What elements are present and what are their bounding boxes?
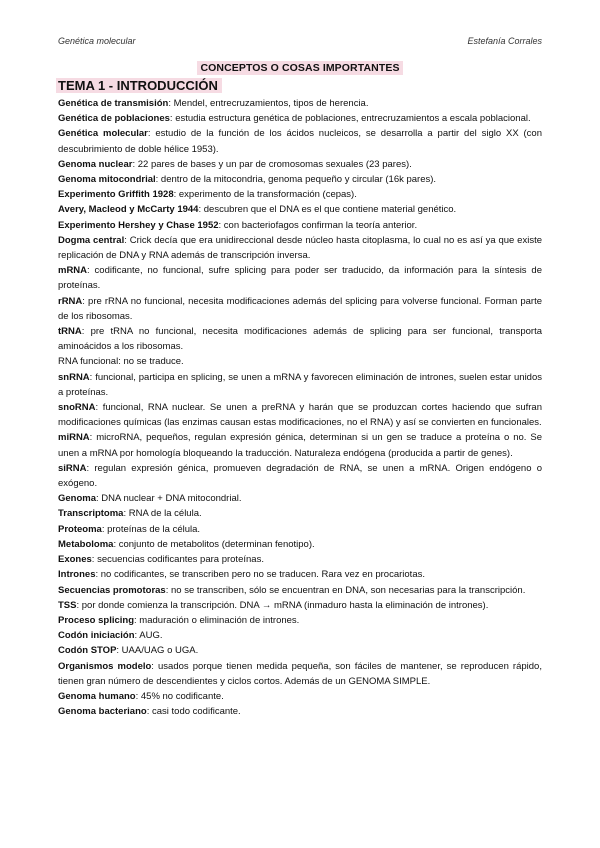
glossary-entry — [58, 233, 542, 263]
glossary-term: snRNA — [58, 371, 90, 383]
glossary-term: Genética de poblaciones — [58, 113, 170, 125]
glossary-term: Codón STOP — [58, 645, 117, 657]
glossary-term: siRNA — [58, 462, 87, 474]
glossary-definition: : funcional, RNA nuclear. Se unen a preRNA y harán que se produzcan cortes haciendo que sufran modificaciones químicas (las enzimas causan estas modificaciones, no el RNA) y así se convierten en funcionales. — [58, 402, 542, 429]
glossary-entry — [58, 324, 542, 354]
glossary-term: tRNA — [58, 326, 82, 338]
glossary-definition: : proteínas de la célula. — [101, 523, 201, 535]
glossary-term: TSS — [58, 599, 77, 611]
glossary-entry — [58, 430, 542, 460]
glossary-entry — [58, 294, 542, 324]
glossary-term: Genética molecular — [58, 128, 148, 140]
glossary-term: Organismos modelo — [58, 660, 152, 672]
glossary-entry — [58, 537, 542, 552]
glossary-definition: : estudio de la función de los ácidos nucleicos, se desarrolla a partir del siglo XX (con descubrimiento de doble hélice 1953). — [58, 128, 542, 155]
glossary-term: Genoma mitocondrial — [58, 174, 156, 186]
glossary-term: snoRNA — [58, 402, 96, 414]
glossary-term: Secuencias promotoras — [58, 584, 166, 596]
glossary-term: Metaboloma — [58, 538, 114, 550]
glossary-term: Experimento Griffith 1928 — [58, 189, 174, 201]
section-heading: TEMA 1 - INTRODUCCIÓN — [56, 78, 222, 93]
glossary-entry — [58, 126, 542, 156]
glossary-definition: : 22 pares de bases y un par de cromosomas sexuales (23 pares). — [132, 158, 412, 170]
glossary-entry — [58, 400, 542, 430]
glossary-entry — [58, 187, 542, 202]
glossary-entry — [58, 567, 542, 582]
glossary-definition: : funcional, participa en splicing, se unen a mRNA y favorecen eliminación de intrones, suelen estar unidos a proteínas. — [58, 371, 542, 398]
glossary-definition: : secuencias codificantes para proteínas. — [91, 554, 264, 566]
glossary-term: Genoma nuclear — [58, 158, 133, 170]
glossary-entry — [58, 96, 542, 111]
glossary-definition: : maduración o eliminación de intrones. — [134, 614, 300, 626]
glossary-entry — [58, 202, 542, 217]
glossary-term: Proteoma — [58, 523, 102, 535]
title-container — [0, 58, 600, 76]
header-author: Estefanía Corrales — [467, 36, 542, 46]
glossary-term: mRNA — [58, 265, 88, 277]
glossary-term: Proceso splicing — [58, 614, 135, 626]
glossary-entry — [58, 506, 542, 521]
glossary-entry — [58, 704, 542, 719]
glossary-definition: : DNA nuclear + DNA mitocondrial. — [96, 493, 242, 505]
glossary-definition: : casi todo codificante. — [146, 706, 241, 718]
glossary-definition: : UAA/UAG o UGA. — [116, 645, 199, 657]
glossary-entry — [58, 263, 542, 293]
glossary-entry — [58, 491, 542, 506]
glossary-term: miRNA — [58, 432, 90, 444]
glossary-definition: : regulan expresión génica, promueven degradación de RNA, se unen a mRNA. Origen endógeno o exógeno. — [58, 462, 542, 490]
glossary-entry — [58, 628, 542, 643]
glossary-entry — [58, 583, 542, 598]
glossary-definition: : RNA de la célula. — [123, 508, 202, 520]
document-title: CONCEPTOS O COSAS IMPORTANTES — [197, 61, 402, 75]
glossary-definition: : microRNA, pequeños, regulan expresión génica, determinan si un gen se traduce a proteína o no. Se unen a mRNA por homología bloqueando la traducción. Naturaleza endógena (producida a partir de genes). — [58, 432, 542, 459]
glossary-term: Codón iniciación — [58, 630, 135, 642]
glossary-definition: : descubren que el DNA es el que contiene material genético. — [198, 204, 457, 216]
glossary-entry — [58, 598, 542, 613]
glossary-term: Genética de transmisión — [58, 98, 169, 109]
glossary-term: Genoma bacteriano — [58, 706, 147, 718]
glossary-entry — [58, 522, 542, 537]
glossary-entry — [58, 552, 542, 567]
glossary-entry — [58, 613, 542, 628]
glossary-body — [58, 96, 542, 719]
glossary-term: Intrones — [58, 569, 96, 581]
glossary-term: Dogma central — [58, 234, 125, 246]
glossary-term: Experimento Hershey y Chase 1952 — [58, 219, 219, 231]
glossary-definition: RNA funcional: no se traduce. — [58, 356, 184, 368]
glossary-entry — [58, 689, 542, 704]
glossary-entry — [58, 218, 542, 233]
glossary-definition: : no codificantes, se transcriben pero no se traducen. Rara vez en procariotas. — [95, 569, 425, 581]
glossary-definition: : usados porque tienen medida pequeña, son fáciles de mantener, se reproducen rápido, tienen gran número de descendientes y ciclos cortos. Además de un GENOMA SIMPLE. — [58, 660, 542, 687]
glossary-entry — [58, 354, 542, 369]
glossary-definition: : conjunto de metabolitos (determinan fenotipo). — [113, 538, 315, 550]
glossary-entry — [58, 461, 542, 491]
glossary-term: Exones — [58, 554, 92, 566]
glossary-definition: : por donde comienza la transcripción. DNA → mRNA (inmaduro hasta la eliminación de intrones). — [76, 599, 489, 611]
glossary-term: Genoma humano — [58, 690, 136, 702]
glossary-definition: : experimento de la transformación (cepas). — [173, 189, 357, 201]
glossary-definition: : AUG. — [134, 630, 163, 642]
glossary-definition: : con bacteriofagos confirman la teoría anterior. — [218, 219, 418, 231]
glossary-definition: : Crick decía que era unidireccional desde núcleo hasta citoplasma, lo cual no es así ya que existe replicación de DNA y RNA además de transcripción inversa. — [58, 234, 542, 262]
header-subject: Genética molecular — [58, 36, 136, 46]
glossary-entry — [58, 659, 542, 689]
glossary-entry — [58, 111, 542, 126]
glossary-definition: : pre rRNA no funcional, necesita modificaciones además del splicing para volverse funcional. Forman parte de los ribosomas. — [58, 295, 542, 322]
glossary-entry — [58, 157, 542, 172]
glossary-definition: : pre tRNA no funcional, necesita modificaciones además de splicing para ser funcional, transporta aminoácidos a los ribosomas. — [58, 326, 542, 353]
glossary-definition: : Mendel, entrecruzamientos, tipos de herencia. — [168, 98, 369, 109]
glossary-entry — [58, 172, 542, 187]
glossary-entry — [58, 643, 542, 658]
glossary-definition: : 45% no codificante. — [135, 690, 224, 702]
glossary-definition: : dentro de la mitocondria, genoma pequeño y circular (16k pares). — [155, 174, 437, 186]
glossary-term: Genoma — [58, 493, 97, 505]
glossary-definition: : estudia estructura genética de poblaciones, entrecruzamientos a escala poblacional. — [169, 113, 531, 125]
glossary-definition: : no se transcriben, sólo se encuentran en DNA, son necesarias para la transcripción. — [165, 584, 526, 596]
glossary-term: Transcriptoma — [58, 508, 124, 520]
glossary-definition: : codificante, no funcional, sufre splicing para poder ser traducido, da información para la síntesis de proteínas. — [58, 265, 542, 292]
glossary-term: Avery, Macleod y McCarty 1944 — [58, 204, 199, 216]
glossary-entry — [58, 370, 542, 400]
glossary-term: rRNA — [58, 295, 83, 307]
